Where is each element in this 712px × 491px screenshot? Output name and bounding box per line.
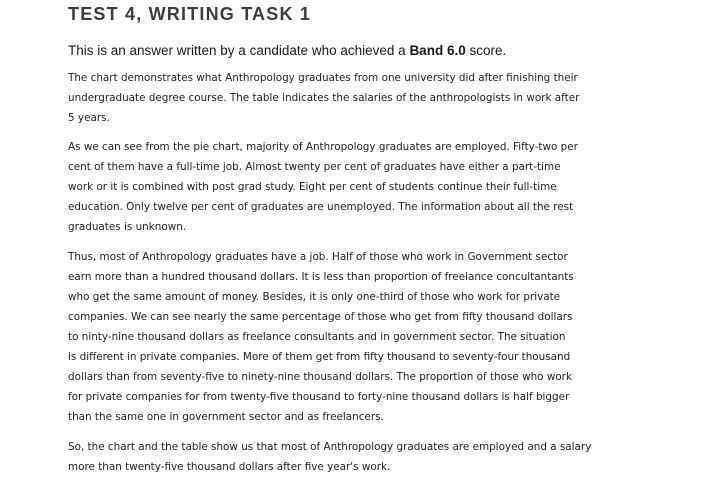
essay-line: So, the chart and the table show us that most of Anthropology graduates are employed and a salary bbox=[68, 441, 592, 453]
essay-line: companies. We can see nearly the same percentage of those who get from fifty thousand dollars bbox=[68, 311, 573, 323]
intro-suffix: score. bbox=[465, 43, 507, 58]
essay-line: more than twenty-five thousand dollars after five year's work. bbox=[68, 461, 391, 473]
essay-line: Thus, most of Anthropology graduates have a job. Half of those who work in Government sector bbox=[68, 251, 568, 263]
page-heading: TEST 4, WRITING TASK 1 bbox=[68, 4, 312, 24]
band-score: Band 6.0 bbox=[409, 43, 466, 58]
essay-paragraph-3 bbox=[68, 247, 668, 427]
essay-line: graduates is unknown. bbox=[68, 221, 187, 233]
essay-line: work or it is combined with post grad study. Eight per cent of students continue their full-time bbox=[68, 181, 557, 193]
intro-prefix: This is an answer written by a candidate who achieved a bbox=[68, 43, 410, 58]
essay-paragraph-1 bbox=[68, 68, 668, 128]
essay-line: As we can see from the pie chart, majority of Anthropology graduates are employed. Fifty-two per bbox=[68, 141, 578, 153]
essay-paragraph-2 bbox=[68, 137, 668, 237]
essay-line: is different in private companies. More of them get from fifty thousand to seventy-four thousand bbox=[68, 351, 571, 363]
essay-line: earn more than a hundred thousand dollars. It is less than proportion of freelance concultantants bbox=[68, 271, 574, 283]
essay-line: undergraduate degree course. The table indicates the salaries of the anthropologists in work after bbox=[68, 92, 580, 104]
essay-line: for private companies for from twenty-five thousand to forty-nine thousand dollars is half bigger bbox=[68, 391, 570, 403]
essay-line: 5 years. bbox=[68, 112, 110, 124]
essay-line: education. Only twelve per cent of graduates are unemployed. The information about all the rest bbox=[68, 201, 574, 213]
essay-line: who get the same amount of money. Besides, it is only one-third of those who work for private bbox=[68, 291, 561, 303]
essay-paragraph-4 bbox=[68, 437, 668, 477]
essay-line: The chart demonstrates what Anthropology graduates from one university did after finishing their bbox=[68, 72, 578, 84]
intro-text bbox=[68, 43, 506, 58]
essay-line: than the same one in government sector and as freelancers. bbox=[68, 411, 384, 423]
essay-line: to ninty-nine thousand dollars as freelance consultants and in government sector. The situation bbox=[68, 331, 566, 343]
essay-line: dollars than from seventy-five to ninety-nine thousand dollars. The proportion of those who work bbox=[68, 371, 572, 383]
essay-line: cent of them have a full-time job. Almost twenty per cent of graduates have either a part-time bbox=[68, 161, 561, 173]
